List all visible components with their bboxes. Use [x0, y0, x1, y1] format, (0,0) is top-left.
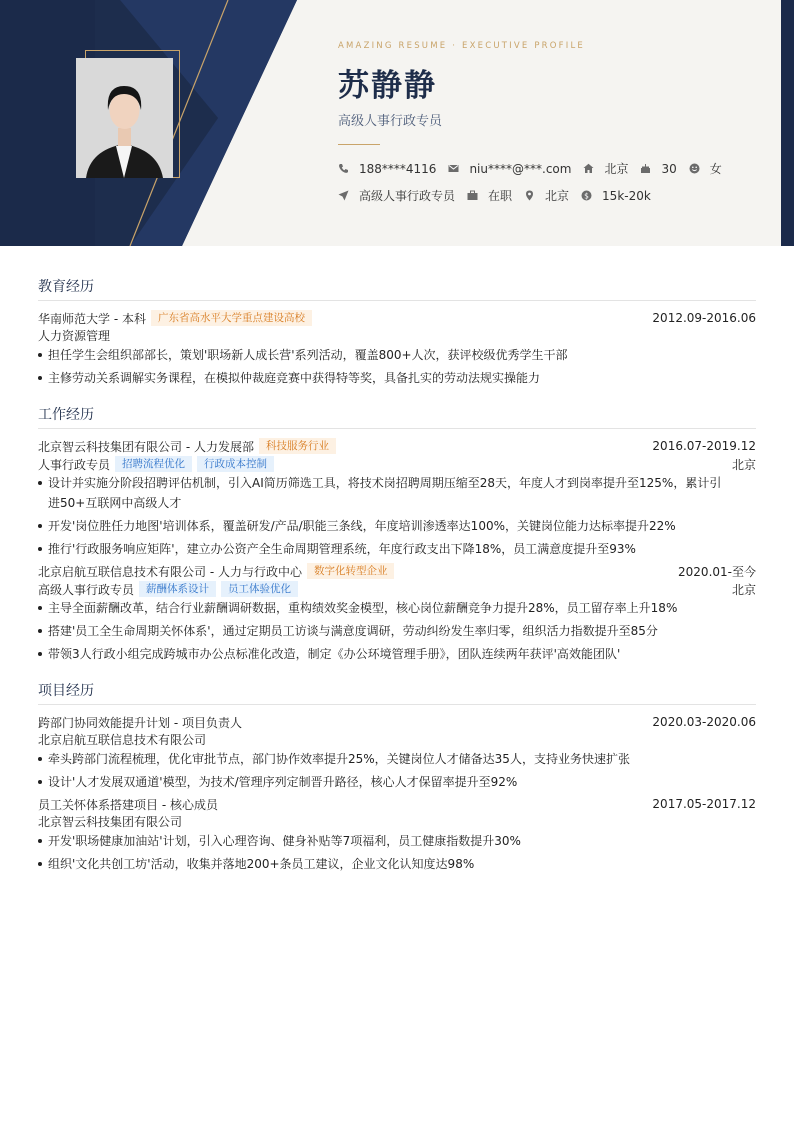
gold-divider	[338, 144, 380, 145]
svg-text:$: $	[584, 191, 589, 201]
age-text: 30	[661, 161, 677, 176]
project-name: 跨部门协同效能提升计划 - 项目负责人	[38, 715, 242, 730]
home-icon	[583, 163, 594, 174]
skill-tag: 员工体验优化	[221, 581, 298, 597]
phone-text: 188****4116	[359, 161, 437, 176]
intent-city-text: 北京	[545, 189, 570, 203]
profile-photo	[76, 58, 173, 178]
salary-item	[581, 189, 651, 203]
project-name: 员工关怀体系搭建项目 - 核心成员	[38, 797, 218, 812]
project-section	[38, 680, 756, 874]
project-date: 2020.03-2020.06	[652, 715, 756, 729]
project-date: 2017.05-2017.12	[652, 797, 756, 811]
intent-position-item	[338, 187, 455, 204]
candidate-name: 苏静静	[338, 68, 437, 104]
job-date: 2020.01-至今	[678, 564, 756, 579]
company-name: 北京智云科技集团有限公司 - 人力发展部	[38, 439, 254, 454]
industry-tag: 数字化转型企业	[307, 563, 395, 579]
school-name: 华南师范大学 - 本科	[38, 311, 146, 326]
job-entry	[38, 437, 756, 559]
city-text: 北京	[604, 162, 629, 176]
gender-item	[689, 160, 722, 177]
intent-position-text: 高级人事行政专员	[359, 189, 456, 203]
list-item: 担任学生会组织部部长，策划'职场新人成长营'系列活动，覆盖800+人次，获评校级优秀学生干部	[38, 345, 756, 365]
education-header-row	[38, 309, 756, 327]
job-bullets	[38, 473, 756, 559]
resume-content	[38, 276, 756, 890]
section-title: 工作经历	[38, 404, 756, 429]
project-entry	[38, 713, 756, 792]
smiley-icon	[689, 163, 700, 174]
salary-text: 15k-20k	[602, 188, 651, 203]
cake-icon	[640, 163, 651, 174]
job-role: 人事行政专员	[38, 457, 111, 472]
section-title: 项目经历	[38, 680, 756, 705]
phone-item	[338, 162, 436, 176]
contact-info-row	[338, 160, 734, 177]
education-date: 2012.09-2016.06	[652, 311, 756, 325]
job-intent-row	[338, 187, 663, 204]
job-entry	[38, 562, 756, 664]
age-item	[640, 162, 676, 176]
school-tag: 广东省高水平大学重点建设高校	[151, 310, 312, 326]
header-kicker: AMAZING RESUME · EXECUTIVE PROFILE	[338, 41, 585, 51]
skill-tag: 行政成本控制	[197, 456, 274, 472]
list-item: 设计并实施分阶段招聘评估机制，引入AI简历筛选工具，将技术岗招聘周期压缩至28天，年度人才到岗率提升至125%，累计引进50+互联网中高级人才	[38, 473, 756, 513]
email-text: niu****@***.com	[469, 161, 572, 176]
money-icon	[581, 190, 592, 201]
list-item: 主修劳动关系调解实务课程，在模拟仲裁庭竞赛中获得特等奖，具备扎实的劳动法规实操能力	[38, 368, 756, 388]
status-item	[467, 187, 512, 204]
list-item: 开发'职场健康加油站'计划，引入心理咨询、健身补贴等7项福利，员工健康指数提升30%	[38, 831, 756, 851]
job-city: 北京	[731, 582, 756, 597]
list-item: 设计'人才发展双通道'模型，为技术/管理序列定制晋升路径，核心人才保留率提升至92%	[38, 772, 756, 792]
major: 人力资源管理	[38, 329, 111, 343]
section-title: 教育经历	[38, 276, 756, 301]
phone-icon	[338, 163, 349, 174]
list-item: 带领3人行政小组完成跨城市办公点标准化改造，制定《办公环境管理手册》，团队连续两年获评'高效能团队'	[38, 644, 756, 664]
industry-tag: 科技服务行业	[259, 438, 336, 454]
gender-text: 女	[709, 162, 722, 176]
skill-tag: 招聘流程优化	[115, 456, 192, 472]
email-item	[448, 162, 571, 176]
list-item: 组织'文化共创工坊'活动，收集并落地200+条员工建议，企业文化认知度达98%	[38, 854, 756, 874]
list-item: 搭建'员工全生命周期关怀体系'，通过定期员工访谈与满意度调研，劳动纠纷发生率归零，组织活力指数提升至85分	[38, 621, 756, 641]
project-bullets	[38, 749, 756, 792]
list-item: 主导全面薪酬改革，结合行业薪酬调研数据，重构绩效奖金模型，核心岗位薪酬竞争力提升28%，员工留存率上升18%	[38, 598, 756, 618]
company-name: 北京启航互联信息技术有限公司 - 人力与行政中心	[38, 564, 302, 579]
job-city: 北京	[731, 457, 756, 472]
education-section	[38, 276, 756, 388]
project-company: 北京智云科技集团有限公司	[38, 815, 183, 829]
location-pin-icon	[524, 190, 535, 201]
job-bullets	[38, 598, 756, 664]
briefcase-icon	[467, 190, 478, 201]
status-text: 在职	[488, 189, 513, 203]
mail-icon	[448, 163, 459, 174]
work-section	[38, 404, 756, 664]
resume-header	[0, 0, 794, 246]
city-item	[583, 160, 628, 177]
skill-tag: 薪酬体系设计	[139, 581, 216, 597]
job-role: 高级人事行政专员	[38, 582, 135, 597]
project-bullets	[38, 831, 756, 874]
intent-city-item	[524, 187, 569, 204]
project-company: 北京启航互联信息技术有限公司	[38, 733, 207, 747]
job-date: 2016.07-2019.12	[652, 439, 756, 453]
project-entry	[38, 795, 756, 874]
education-bullets	[38, 345, 756, 388]
send-icon	[338, 190, 349, 201]
list-item: 牵头跨部门流程梳理，优化审批节点，部门协作效率提升25%，关键岗位人才储备达35人，支持业务快速扩张	[38, 749, 756, 769]
list-item: 开发'岗位胜任力地图'培训体系，覆盖研发/产品/职能三条线，年度培训渗透率达100%，关键岗位能力达标率提升22%	[38, 516, 756, 536]
candidate-title: 高级人事行政专员	[338, 114, 443, 129]
list-item: 推行'行政服务响应矩阵'，建立办公资产全生命周期管理系统，年度行政支出下降18%，员工满意度提升至93%	[38, 539, 756, 559]
